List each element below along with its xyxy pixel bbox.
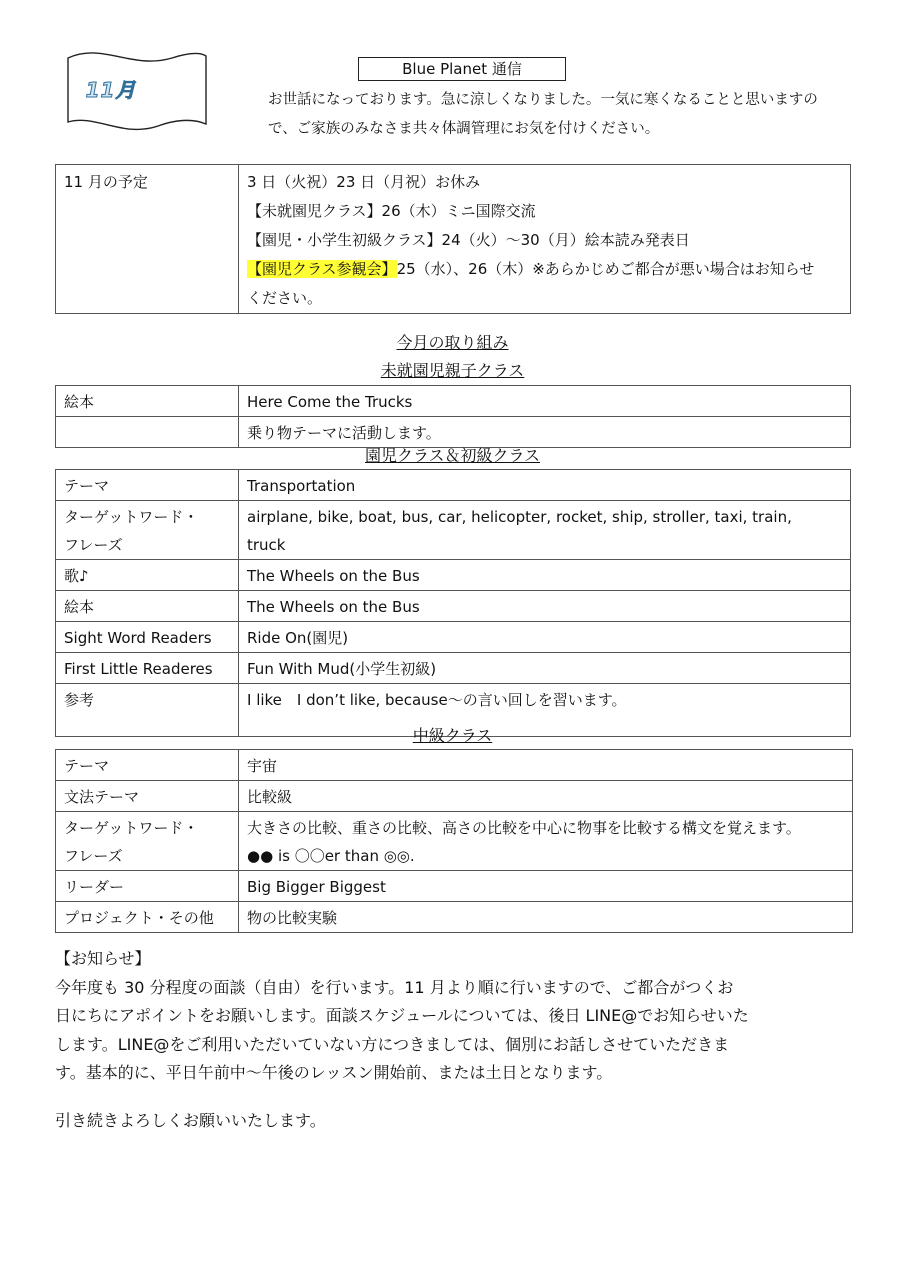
- greeting-line: で、ご家族のみなさま共々体調管理にお気を付けください。: [268, 121, 660, 137]
- target-label: [56, 812, 239, 871]
- target-value: [239, 501, 851, 560]
- reader-value: Big Bigger Biggest: [239, 871, 853, 902]
- schedule-label: 11 月の予定: [56, 165, 239, 314]
- target-label: [56, 501, 239, 560]
- target-value-line: airplane, bike, boat, bus, car, helicopter, rocket, ship, stroller, taxi, train,: [247, 508, 792, 526]
- table-row: [56, 781, 853, 812]
- notice-line: します。LINE@をご利用いただいていない方につきましては、個別にお話しさせていただきま: [55, 1034, 730, 1054]
- newsletter-title: Blue Planet 通信: [358, 57, 566, 81]
- grammar-value: 比較級: [239, 781, 853, 812]
- theme-value: 宇宙: [239, 750, 853, 781]
- project-value: 物の比較実験: [239, 902, 853, 933]
- first-value: Fun With Mud(小学生初級): [239, 653, 851, 684]
- notice-line: 日にちにアポイントをお願いします。面談スケジュールについては、後日 LINE@でお知らせいた: [55, 1006, 749, 1025]
- table-row: [56, 386, 851, 417]
- table-row: [56, 470, 851, 501]
- target-value-line: ●● is 〇〇er than ◎◎.: [247, 847, 415, 865]
- theme-value: Transportation: [239, 470, 851, 501]
- book-value: The Wheels on the Bus: [239, 591, 851, 622]
- table-row: [56, 902, 853, 933]
- schedule-content: [239, 165, 851, 314]
- intermediate-section-title: 中級クラス: [412, 726, 493, 745]
- monthly-title: 今月の取り組み: [396, 333, 509, 352]
- song-label: 歌♪: [56, 560, 239, 591]
- kids-table: [55, 469, 851, 737]
- target-label-line: フレーズ: [64, 536, 123, 554]
- table-row: [56, 417, 851, 448]
- target-value-line: 大きさの比較、重さの比較、高さの比較を中心に物事を比較する構文を覚えます。: [247, 819, 801, 837]
- greeting: [268, 86, 858, 144]
- table-row: [56, 871, 853, 902]
- row-label: [56, 417, 239, 448]
- schedule-line: 3 日（火祝）23 日（月祝）お休み: [247, 173, 481, 191]
- row-label: 絵本: [56, 386, 239, 417]
- target-label-line: フレーズ: [64, 847, 123, 865]
- closing-text: 引き続きよろしくお願いいたします。: [55, 1111, 326, 1130]
- month-badge: 11月: [85, 78, 137, 102]
- notice-line: 今年度も 30 分程度の面談（自由）を行います。11 月より順に行いますので、ご都合がつくお: [55, 977, 734, 997]
- greeting-line: お世話になっております。急に涼しくなりました。一気に寒くなることと思いますの: [268, 92, 818, 108]
- schedule-line: 【未就園児クラス】26（木）ミニ国際交流: [247, 202, 536, 220]
- theme-label: テーマ: [56, 750, 239, 781]
- ref-label: 参考: [56, 684, 239, 737]
- target-label-line: ターゲットワード・: [64, 508, 199, 526]
- table-row: [56, 622, 851, 653]
- table-row: [56, 501, 851, 560]
- toddler-section-title: 未就園児親子クラス: [380, 361, 525, 380]
- book-label: 絵本: [56, 591, 239, 622]
- ref-value: I like I don’t like, because～の言い回しを習います。: [239, 684, 851, 737]
- table-row: [56, 812, 853, 871]
- table-row: [56, 750, 853, 781]
- project-label: プロジェクト・その他: [56, 902, 239, 933]
- reader-label: リーダー: [56, 871, 239, 902]
- toddler-table: [55, 385, 851, 448]
- highlighted-event: 【園児クラス参観会】: [247, 260, 397, 278]
- schedule-table: [55, 164, 851, 314]
- intermediate-table: [55, 749, 853, 933]
- schedule-line: ください。: [247, 289, 323, 307]
- event-detail: 25（水）、26（木）※あらかじめご都合が悪い場合はお知らせ: [396, 260, 815, 278]
- sight-value: Ride On(園児): [239, 622, 851, 653]
- table-row: [56, 560, 851, 591]
- sight-label: Sight Word Readers: [56, 622, 239, 653]
- schedule-line: [247, 255, 842, 284]
- target-value-line: truck: [247, 536, 286, 554]
- table-row: [56, 591, 851, 622]
- row-value: 乗り物テーマに活動します。: [239, 417, 851, 448]
- first-label: First Little Readeres: [56, 653, 239, 684]
- table-row: [56, 653, 851, 684]
- target-label-line: ターゲットワード・: [64, 819, 199, 837]
- kids-section-title: 園児クラス＆初級クラス: [364, 446, 541, 465]
- notice-section: [55, 945, 855, 1088]
- target-value: [239, 812, 853, 871]
- song-value: The Wheels on the Bus: [239, 560, 851, 591]
- row-value: Here Come the Trucks: [239, 386, 851, 417]
- grammar-label: 文法テーマ: [56, 781, 239, 812]
- schedule-line: 【園児・小学生初級クラス】24（火）～30（月）絵本読み発表日: [247, 231, 690, 249]
- theme-label: テーマ: [56, 470, 239, 501]
- notice-line: す。基本的に、平日午前中～午後のレッスン開始前、または土日となります。: [55, 1063, 613, 1082]
- notice-heading: 【お知らせ】: [55, 949, 151, 968]
